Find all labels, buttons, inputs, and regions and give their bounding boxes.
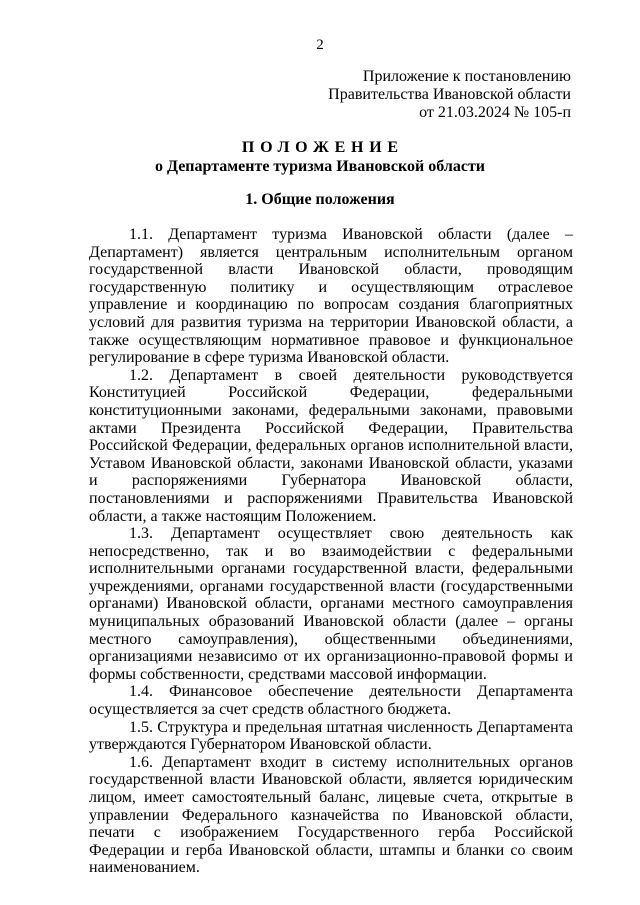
- section-title: 1. Общие положения: [245, 191, 395, 208]
- appendix-note: [328, 68, 571, 122]
- paragraph-1-6: 1.6. Департамент входит в систему исполнительных органов государственной власти Ивановской области, является юридическим лицом, имеет самостоятельный баланс, лицевые счета, открытые в управлении Федерального казначейства по Ивановской области, печати с изображением Государственного герба Российской Федерации и герба Ивановской области, штампы и бланки со своим наименованием.: [89, 753, 573, 877]
- paragraph-1-4: 1.4. Финансовое обеспечение деятельности Департамента осуществляется за счет средств областного бюджета.: [89, 683, 573, 719]
- document-body: [89, 226, 573, 877]
- appendix-line-2: Правительства Ивановской области: [328, 86, 571, 103]
- document-subtitle: о Департаменте туризма Ивановской области: [154, 158, 486, 175]
- appendix-line-1: Приложение к постановлению: [362, 68, 571, 85]
- appendix-line-3: от 21.03.2024 № 105-п: [419, 104, 571, 121]
- paragraph-1-1: 1.1. Департамент туризма Ивановской области (далее – Департамент) является центральным исполнительным органом государственной власти Ивановской области, проводящим государственную политику и осуществляющим отраслевое управление и координацию по вопросам создания благоприятных условий для развития туризма на территории Ивановской области, а также осуществляющим нормативное правовое и функциональное регулирование в сфере туризма Ивановской области.: [89, 226, 573, 367]
- document-title: ПОЛОЖЕНИЕ: [241, 139, 404, 156]
- document-heading: [0, 138, 640, 176]
- page-number: 2: [316, 37, 324, 53]
- paragraph-1-2: 1.2. Департамент в своей деятельности руководствуется Конституцией Российской Федерации, федеральными конституционными законами, федеральными законами, правовыми актами Президента Российской Федерации, Правительства Российской Федерации, федеральных органов исполнительной власти, Уставом Ивановской области, законами Ивановской области, указами и распоряжениями Губернатора Ивановской области, постановлениями и распоряжениями Правительства Ивановской области, а также настоящим Положением.: [89, 366, 573, 525]
- paragraph-1-5: 1.5. Структура и предельная штатная численность Департамента утверждаются Губернатором Ивановской области.: [89, 718, 573, 754]
- paragraph-1-3: 1.3. Департамент осуществляет свою деятельность как непосредственно, так и во взаимодействии с федеральными исполнительными органами государственной власти, федеральными учреждениями, органами государственной власти (государственными органами) Ивановской области, органами местного самоуправления муниципальных образований Ивановской области (далее – органы местного самоуправления), общественными объединениями, организациями независимо от их организационно-правовой формы и формы собственности, средствами массовой информации.: [89, 525, 573, 683]
